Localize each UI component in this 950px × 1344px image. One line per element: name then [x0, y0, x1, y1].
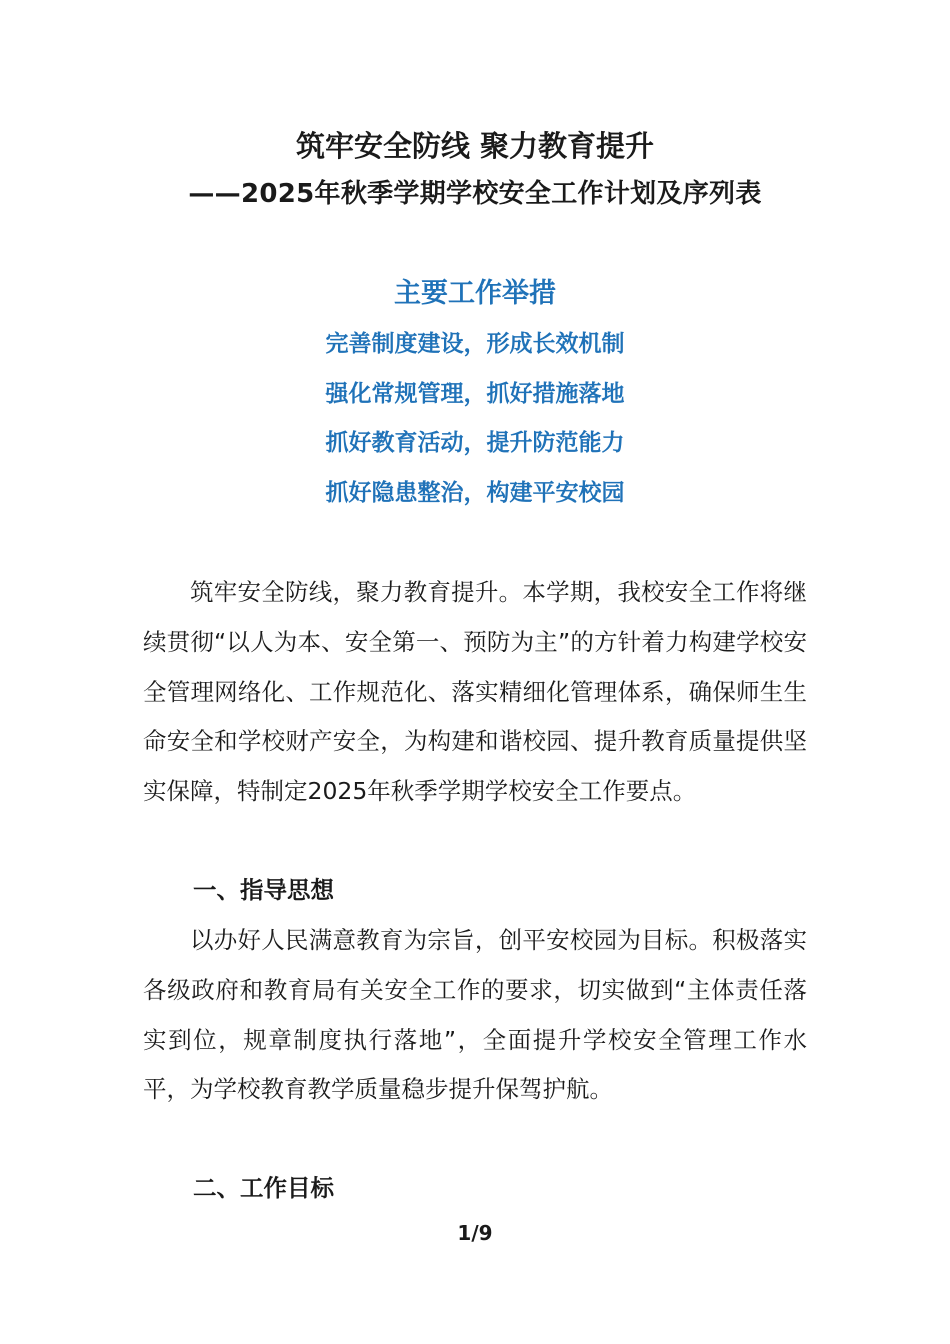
- measure-item: 抓好教育活动，提升防范能力: [325, 430, 625, 456]
- intro-paragraph: 筑牢安全防线，聚力教育提升。本学期，我校安全工作将继续贯彻“以人为本、安全第一、预防为主”的方针着力构建学校安全管理网络化、工作规范化、落实精细化管理体系，确保师生生命安全和学校财产安全，为构建和谐校园、提升教育质量提供坚实保障，特制定2025年秋季学期学校安全工作要点。: [143, 578, 807, 806]
- measure-item: 抓好隐患整治，构建平安校园: [325, 479, 625, 506]
- measure-item: 强化常规管理，抓好措施落地: [325, 380, 625, 407]
- section-heading-guiding-ideology: 一、指导思想: [193, 876, 334, 904]
- measures-list: [0, 320, 950, 518]
- measure-item: 完善制度建设，形成长效机制: [325, 331, 625, 357]
- measures-heading: 主要工作举措: [394, 278, 556, 309]
- document-subtitle: ——2025年秋季学期学校安全工作计划及序列表: [188, 179, 762, 209]
- document-title: 筑牢安全防线 聚力教育提升: [295, 129, 655, 163]
- section-heading-work-goals: 二、工作目标: [193, 1174, 334, 1202]
- page-number: 1/9: [457, 1221, 493, 1245]
- guiding-ideology-paragraph: 以办好人民满意教育为宗旨，创平安校园为目标。积极落实各级政府和教育局有关安全工作的要求，切实做到“主体责任落实到位，规章制度执行落地”，全面提升学校安全管理工作水平，为学校教育教学质量稳步提升保驾护航。: [143, 926, 807, 1104]
